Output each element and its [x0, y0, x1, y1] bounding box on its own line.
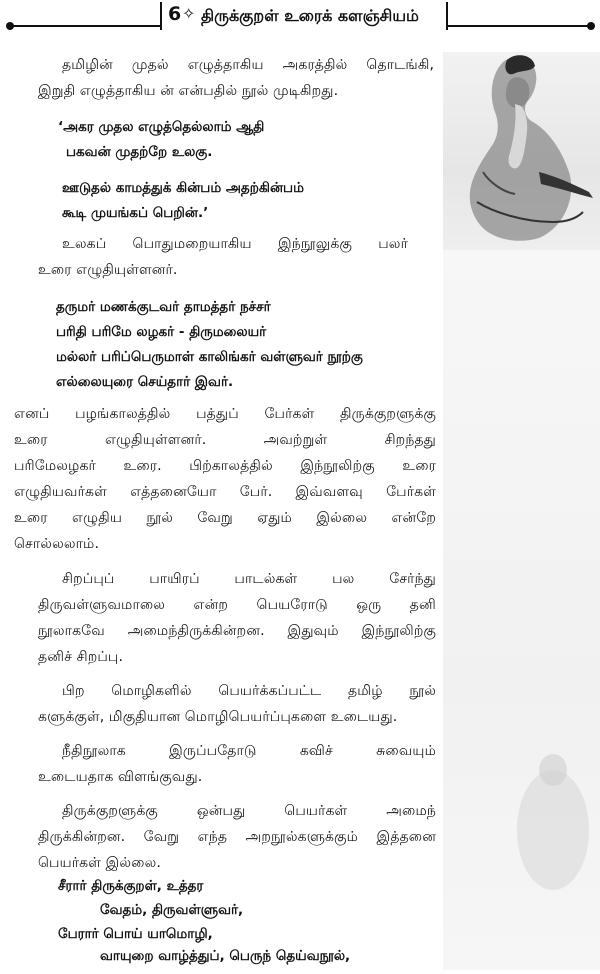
- header-rule-left: [12, 25, 160, 27]
- verse-line: வாயுறை வாழ்த்துப், பெருந் தெய்வநூல்,: [100, 948, 351, 964]
- paragraph-line: பிற மொழிகளில் பெயர்க்கப்பட்ட தமிழ் நூல்: [62, 683, 436, 699]
- verse-line: பேரார் பொய் யாமொழி,: [58, 926, 213, 942]
- verse-line: பரிதி பரிமே லழகர் - திருமலையர்: [56, 324, 267, 340]
- paragraph-line: தமிழின் முதல் எழுத்தாகிய அகரத்தில் தொடங்கி,: [62, 57, 434, 73]
- paragraph-line: உரை எழுதியுள்ளனர்.: [38, 262, 178, 278]
- paragraph-line: திருக்குறளுக்கு ஒன்பது பெயர்கள் அமைந்: [62, 803, 436, 819]
- paragraph-line: தனிச் சிறப்பு.: [38, 649, 123, 665]
- background-wash: [443, 250, 600, 970]
- paragraph-line: சொல்லலாம்.: [14, 536, 99, 552]
- paragraph-line: திருக்கின்றன. வேறு எந்த அறநூல்களுக்கும் இத்தனை: [38, 829, 436, 845]
- verse-line: சீரார் திருக்குறள், உத்தர: [58, 878, 204, 894]
- page-number: 6: [168, 3, 182, 25]
- header-dot-right: [587, 22, 595, 30]
- verse-line: தருமர் மணக்குடவர் தாமத்தர் நச்சர்: [56, 299, 271, 315]
- verse-line: பகவன் முதற்றே உலகு.: [66, 144, 213, 160]
- paragraph-line: உரை எழுதிய நூல் வேறு ஏதும் இல்லை என்றே: [14, 510, 436, 526]
- verse-line: மல்லர் பரிப்பெருமாள் காலிங்கர் வள்ளுவர் நூற்கு: [56, 349, 363, 365]
- header-rule-right: [448, 25, 590, 27]
- paragraph-line: திருவள்ளுவமாலை என்ற பெயரோடு ஒரு தனி: [38, 597, 436, 613]
- paragraph-line: உடையதாக விளங்குவது.: [38, 769, 203, 785]
- running-header: [0, 0, 600, 40]
- verse-line: ‘அகர முதல எழுத்தெல்லாம் ஆதி: [58, 119, 265, 135]
- paragraph-line: உரை எழுதியுள்ளனர். அவற்றுள் சிறந்தது: [14, 432, 436, 448]
- paragraph-line: பெயர்கள் இல்லை.: [38, 855, 161, 871]
- thiruvalluvar-illustration: [443, 52, 600, 250]
- paragraph-line: எழுதியவர்கள் எத்தனையோ பேர். இவ்வளவு பேர்கள்: [14, 484, 436, 500]
- book-title: திருக்குறள் உரைக் களஞ்சியம்: [201, 6, 419, 25]
- header-separator-left: [160, 2, 162, 30]
- paragraph-line: களுக்குள், மிகுதியான மொழிபெயர்ப்புகளை உடையது.: [38, 709, 398, 725]
- paragraph-line: பரிமேலழகர் உரை. பிற்காலத்தில் இந்நூலிற்கு உரை: [14, 458, 436, 474]
- verse-line: வேதம், திருவள்ளுவர்,: [100, 902, 244, 918]
- paragraph-line: சிறப்புப் பாயிரப் பாடல்கள் பல சேர்ந்து: [62, 571, 436, 587]
- verse-line: எல்லையுரை செய்தார் இவர்.: [56, 374, 234, 390]
- verse-line: கூடி முயங்கப் பெறின்.’: [62, 205, 209, 221]
- paragraph-line: எனப் பழங்காலத்தில் பத்துப் பேர்கள் திருக்குறளுக்கு: [14, 406, 436, 422]
- paragraph-line: நூலாகவே அமைந்திருக்கின்றன. இதுவும் இந்நூலிற்கு: [38, 623, 436, 639]
- paragraph-line: உலகப் பொதுமறையாகிய இந்நூலுக்கு பலர்: [62, 236, 408, 252]
- paragraph-line: இறுதி எழுத்தாகிய ன் என்பதில் நூல் முடிகிறது.: [38, 83, 339, 99]
- verse-line: ஊடுதல் காமத்துக் கின்பம் அதற்கின்பம்: [62, 180, 304, 196]
- diamond-ornament-icon: ✧: [182, 4, 196, 23]
- paragraph-line: நீதிநூலாக இருப்பதோடு கவிச் சுவையும்: [62, 743, 436, 759]
